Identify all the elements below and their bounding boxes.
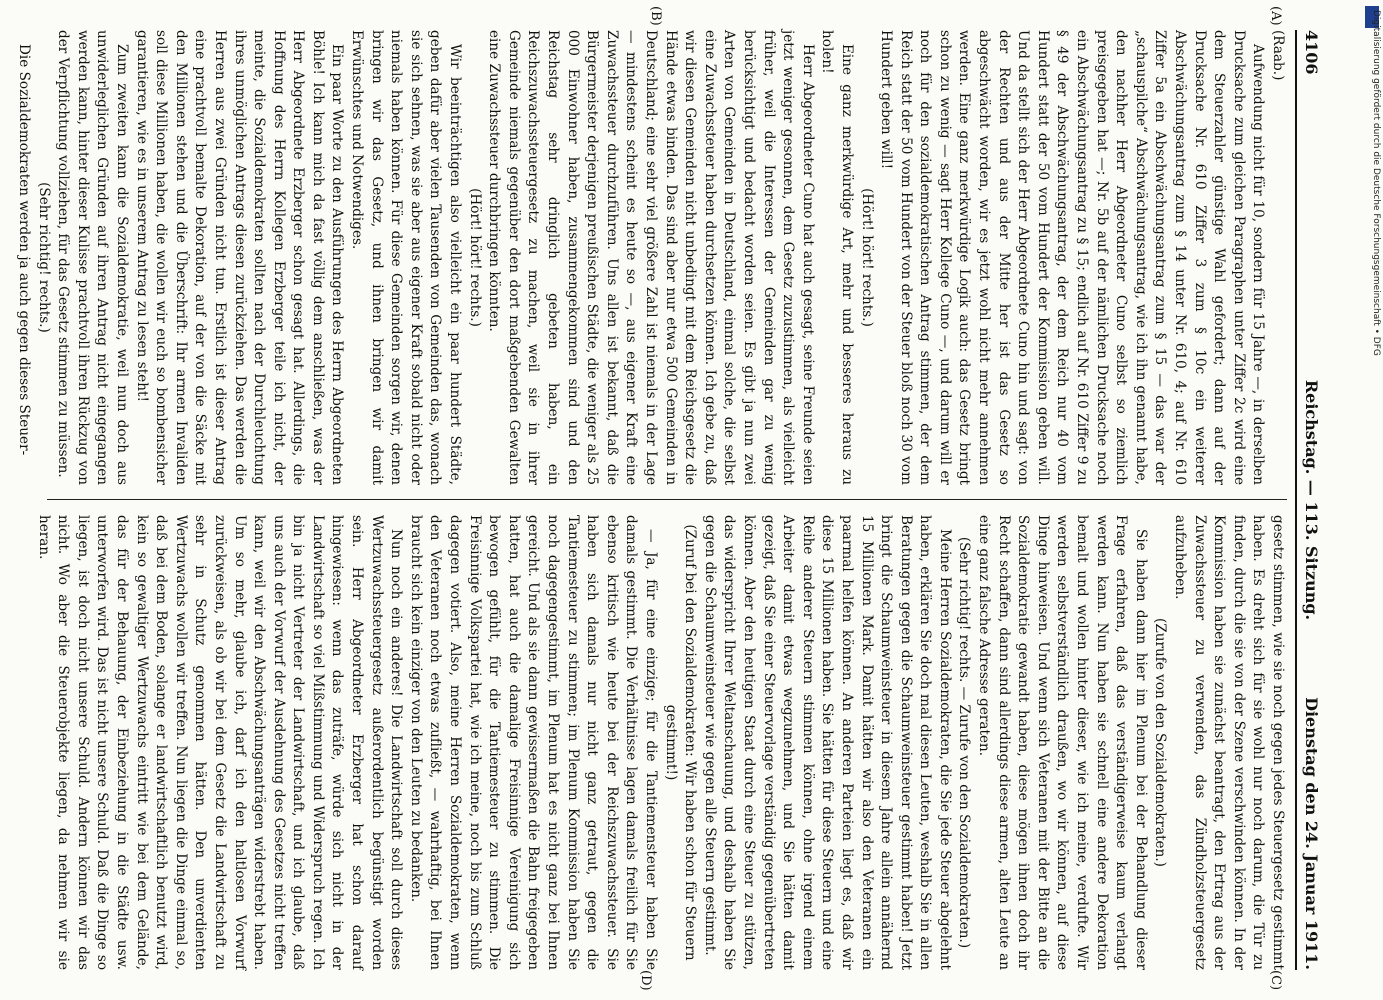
marker-c: (C) [1268,970,1283,991]
speaker-tag: (Raab.) [1270,30,1286,81]
interjection: (Hört! hört! rechts.) [858,188,875,327]
page-header [1295,30,1323,970]
newspaper-page [16,0,1353,1000]
paragraph: Zum zweiten kann die Sozialdemokratie, weil nun doch aus unwiderleglichen Gründen auf ihren Antrag nicht eingegangen werden kann, hinter dieser Kulisse prachtvoll ihren Rückzug von der Verpflichtung vollziehen, für das Gesetz stimmen zu müssen. [55,30,130,485]
paragraph: Meine Herren Sozialdemokraten, die Sie jede Steuer abgelehnt haben, erklären Sie doch mal diesen Leuten, weshalb Sie in allen Beratungen gegen die Schaumweinsteuer gestimmt haben! Jetzt bringt die Schaumweinsteuer in diesem Jahre allein annähernd 15 Millionen Mark. Damit hätten wir also den Veteranen ein paarmal helfen können. An anderen Parteien liegt es, daß wir diese 15 Millionen haben. Sie hätten für diese Steuern und eine Reihe anderer Steuern stimmen können, ohne irgend einem Arbeiter damit etwas wegzunehmen, und Sie hätten damit gezeigt, daß Sie einer Steuervorlage verständig gegenübertreten können. Aber den heutigen Staat durch eine Steuer zu stützen, das widerspricht Ihrer Weltanschauung, und deshalb haben Sie gegen die Schaumweinsteuer wie gegen alle Steuern gestimmt. [701,515,953,970]
marker-a: (A) [1268,6,1283,26]
page-number: 4106 [1302,30,1321,75]
left-column [16,30,1287,485]
paragraph: Sie haben dann hier im Plenum bei der Behandlung dieser Frage erfahren, daß das verständigerweise kaum verlangt werden kann. Nun haben sie schnell eine andere Dekoration bemalt und wollen hinter dieser, wie ich meine, verdufte. Wir werden selbstverständlich draußen, wo wir können, auf diese Dinge hinweisen. Und wenn sich Veteranen mit der Bitte an die Sozialdemokratie gewandt haben, diese mögen ihnen doch ihr Recht schaffen, dann sind allerdings diese armen, alten Leute an eine ganz falsche Adresse geraten. [976,515,1149,970]
paragraph: Ein paar Worte zu den Ausführungen des Herrn Abgeordneten Böhle! Ich kann mich da fast völlig dem anschließen, was der Herr Abgeordnete Erzberger schon gesagt hat. Allerdings, die Hoffnung des Herrn Kollegen Erzberger teile ich nicht, der meinte, die Sozialdemokraten sollten nach der Durchleuchtung ihres unmöglichen Antrags diesen zurückziehen. Das werden die Herren aus zwei Gründen nicht tun. Erstlich ist dieser Antrag eine prachtvoll bemalte Dekoration, auf der von die Säcke mit den Millionen stehen und die Überschrift: Ihr armen Invaliden soll diese Millionen haben, die wollen wir euch so bombensicher garantieren, wie es in unserem Antrag zu lesen steht! [133,30,346,485]
session-date: Dienstag den 24. Januar 1911. [1302,697,1321,970]
paragraph: gesetz stimmen, wie sie noch gegen jedes Steuergesetz gestimmt haben. Es dreht sich für sie wohl nur noch darum, die Tür zu finden, durch die sie von der Szene verschwinden können. In der Kommission haben sie zunächst beantragt, den Ertrag aus der Zuwachssteuer zu verwenden, das Zündholzsteuergesetz aufzuheben. [1172,515,1286,970]
paragraph: Aufwendung nicht für 10, sondern für 15 Jahre —, in derselben Drucksache zum gleichen Paragraphen unter Ziffer 2c wird eine dem Steuerzahler günstige Wahl gefordert; dann auf der Drucksache Nr. 610 Ziffer 3 zum § 10c ein weiterer Abschwächungsantrag zum § 14 unter Nr. 610, 4; auf Nr. 610 Ziffer 5a ein Abschwächungsantrag zum § 15 — das war der „schauspilche“ Abschwächungsantrag, wie ich ihn genannt habe, den nachher Herr Abgeordneter Cuno selbst so ziemlich preisgegeben hat —; Nr. 5b auf der nämlichen Drucksache noch ein Abschwächungsantrag zu § 15; endlich auf Nr. 610 Ziffer 9 zu § 49 der Abschwächungsantrag, der dem Reich nur 40 vom Hundert statt der 50 vom Hundert der Kommission geben will. Und da stellt sich der Herr Abgeordnete Cuno hin und sagt: von der Rechten und aus der Mitte her ist das Gesetz so abgeschwächt worden, wir es jetzt wohl nicht mehr annehmen werden. Eine ganz merkwürdige Logik auch: das Gesetz bringt schon zu wenig — sagt Herr Kollege Cuno —, und darum will er noch für den sozialdemokratischen Antrag stimmen, der dem Reich statt der 50 vom Hundert von der Steuer bloß noch 30 vom Hundert geben will! [878,30,1267,485]
digitization-note-text: Digitalisierung gefördert durch die Deutsche Forschungsgemeinschaft • DFG [1371,10,1381,356]
paragraph: Eine ganz merkwürdige Art, mehr und besseres heraus zu holen! [819,30,855,485]
paragraph: — Ja, für eine einzige; für die Tantiemensteuer haben Sie damals gestimmt. Die Verhältnisse lagen damals freilich für Sie ebenso kritisch wie heute bei der Reichszuwachssteuer. Sie haben sich damals nur nicht ganz getraut, gegen die Tantiemesteuer zu stimmen; im Plenum Kommission haben Sie noch dagegengestimmt, im Plenum hat es nicht ganz bei Ihnen gereicht. Und als sie dann gewissermaßen die Bahn freigegeben hatten, hat auch die damalige Freisinnige Vereinigung sich bewogen gefühlt, für die Tantiemesteuer zu stimmen. Die Freisinnige Volkspartei hat, wie ich meine, noch bis zum Schluß dagegen votiert. Also, meine Herren Sozialdemokraten, wenn den Veteranen noch etwas zufließt, — wahrhaftig, bei Ihnen braucht sich kein einziger von den Leuten zu bedanken. [407,515,659,970]
interjection: (Sehr richtig! rechts. — Zurufe von den Sozialdemokraten.) [956,536,973,949]
paragraph: Die Sozialdemokraten werden ja auch gegen dieses Steuer- [16,44,32,456]
paragraph: Wir beeinträchtigen also vielleicht ein paar hundert Städte, geben dafür aber vielen Tausenden von Gemeinden das, wonach sie sich sehnen, was sie aber aus eigener Kraft sobald nicht oder niemals haben können. Für diese Gemeinden sorgen wir, denen bringen wir das Gesetz, und ihnen bringen wir damit Erwünschtes und Notwendiges. [349,30,464,485]
interjection: (Hört! hört! rechts.) [466,188,483,327]
column-divider [47,499,1287,500]
interjection: (Zuruf bei den Sozialdemokraten: Wir haben schon für Steuern gestimmt!) [662,524,699,961]
session-title: Reichstag. — 113. Sitzung. [1302,379,1321,621]
digitization-note [1367,6,1381,994]
marker-b: (B) [648,6,663,26]
interjection: (Zurufe von den Sozialdemokraten.) [1152,618,1169,867]
right-column [35,515,1287,970]
interjection: (Sehr richtig! rechts.) [35,182,52,333]
paragraph: Herr Abgeordneter Cuno hat auch gesagt, seine Freunde seien jetzt weniger gesonnen, dem Gesetz zuzustimmen, als vielleicht früher, weil die Interessen der Gemeinden gar zu wenig berücksichtigt und bedacht worden seien. Es gibt ja nun zwei Arten von Gemeinden in Deutschland, einmal solche, die selbst eine Zuwachssteuer haben durchsetzen können. Ich gebe zu, daß wir diesen Gemeinden nicht unbedingt mit dem Reichsgesetz die Hände etwas binden. Das sind aber nur etwa 500 Gemeinden in Deutschland; eine sehr viel größere Zahl ist niemals in der Lage — mindestens scheint es heute so —, aus eigener Kraft eine Zuwachssteuer durchzuführen. Uns allen ist bekannt, daß die Bürgermeister derjenigen preußischen Städte, die weniger als 25 000 Einwohner haben, zusammengekommen sind und den Reichstag sehr dringlich gebeten haben, ein Reichszuwachssteuergesetz zu machen, weil sie in ihrer Gemeinde niemals gegenüber den dort maßgebenden Gewalten eine Zuwachssteuer durchbringen könnten. [486,30,816,485]
paragraph: Nun noch ein anderes! Die Landwirtschaft soll durch dieses Wertzuwachssteuergesetz außerordentlich begünstigt worden sein. Herr Abgeordneter Erzberger hat schon darauf hingewiesen: wenn das zuträfe, würde sich nicht in der Landwirtschaft so viel Mißstimmung und Widerspruch regen. Ich bin ja nicht Vertreter der Landwirtschaft, und ich glaube, daß uns auch der Vorwurf der Ausdehnung des Gesetzes nicht treffen kann, weil wir den Abschwächungsanträgen widerstrebt haben. Um so mehr, glaube ich, darf ich den haltlosen Vorwurf zurückweisen, als ob wir bei dem Gesetz die Landwirtschaft zu sehr in Schutz genommen hätten. Den unverdienten Wertzuwachs wollen wir treffen. Nun liegen die Dinge einmal so, daß bei dem Boden, solange er landwirtschaftlich benutzt wird, kein so gewaltiger Wertzuwachs eintritt wie bei dem Gelände, das für der Behauung, der Einbeziehung in die Städte usw. unterworfen wird. Das ist nicht unsere Schuld. Daß die Dinge so liegen, ist doch nicht unsere Schuld. Andern können wir das nicht. Wo aber die Steuerobjekte liegen, da nehmen wir sie heran. [35,515,405,970]
marker-d: (D) [638,970,653,991]
